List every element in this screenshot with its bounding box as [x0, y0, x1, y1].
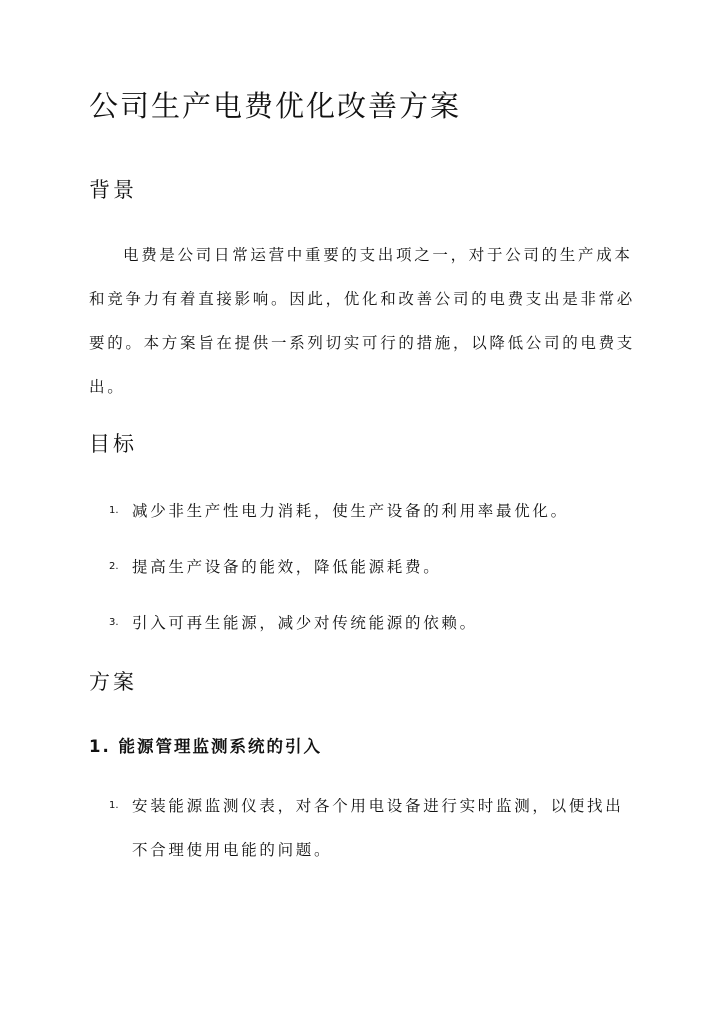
- list-item-text: 减少非生产性电力消耗，使生产设备的利用率最优化。: [132, 502, 569, 520]
- list-item-number: 1.: [109, 800, 119, 811]
- list-item-number: 3.: [109, 617, 119, 628]
- document-title: 公司生产电费优化改善方案: [89, 89, 462, 123]
- goal-list-item: [89, 489, 629, 533]
- list-item-text: 安装能源监测仪表，对各个用电设备进行实时监测，以便找出不合理使用电能的问题。: [132, 797, 624, 859]
- section-heading-goals: 目标: [89, 432, 137, 456]
- list-item-number: 2.: [109, 561, 119, 572]
- section-heading-plan: 方案: [89, 670, 137, 694]
- goal-list-item: [89, 601, 629, 645]
- plan-list-item: [89, 784, 629, 872]
- list-item-number: 1.: [109, 505, 119, 516]
- list-item-text: 提高生产设备的能效，降低能源耗费。: [132, 558, 442, 576]
- subsection-heading-energy-monitoring: 1. 能源管理监测系统的引入: [89, 737, 322, 756]
- goal-list-item: [89, 545, 629, 589]
- list-item-text: 引入可再生能源，减少对传统能源的依赖。: [132, 614, 478, 632]
- background-paragraph: 电费是公司日常运营中重要的支出项之一，对于公司的生产成本和竞争力有着直接影响。因此，优化和改善公司的电费支出是非常必要的。本方案旨在提供一系列切实可行的措施，以降低公司的电费支出。: [89, 246, 636, 396]
- section-heading-background: 背景: [89, 178, 137, 202]
